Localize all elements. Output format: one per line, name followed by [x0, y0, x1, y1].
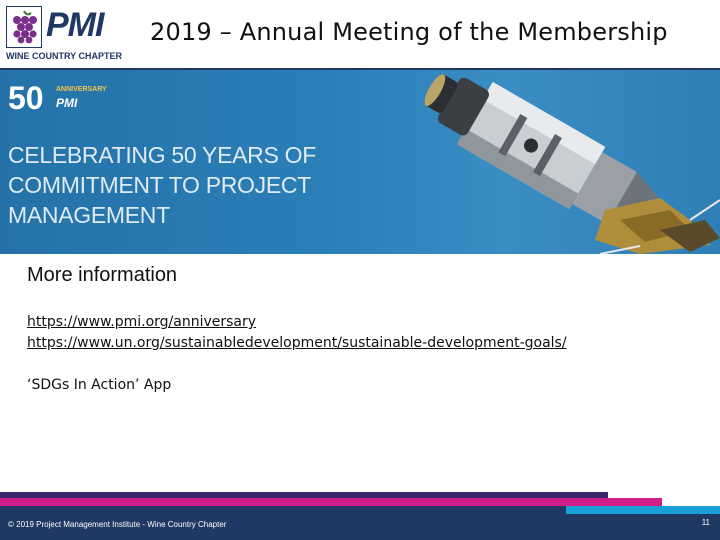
- anniversary-banner: [0, 70, 720, 254]
- banner-headline: [8, 140, 368, 230]
- slide-header: [0, 0, 720, 68]
- un-sdg-link[interactable]: https://www.un.org/sustainabledevelopment/sustainable-development-goals/: [27, 335, 567, 351]
- footer-stripe-cyan: [566, 506, 720, 514]
- pmi-anniversary-link[interactable]: https://www.pmi.org/anniversary: [27, 314, 257, 330]
- headline-line-1: CELEBRATING 50 YEARS OF: [8, 142, 316, 168]
- anniversary-badge: [8, 80, 107, 116]
- footer-stripe-pink: [0, 498, 662, 506]
- pmi-chapter-logo: [6, 6, 144, 64]
- grape-logo-icon: [6, 6, 42, 48]
- chapter-name: WINE COUNTRY CHAPTER: [6, 51, 123, 61]
- spacecraft-illustration: [390, 70, 720, 254]
- footer-copyright: © 2019 Project Management Institute - Wine Country Chapter: [8, 520, 227, 529]
- pmi-logo-text: PMI: [46, 6, 104, 44]
- badge-number: 50: [8, 80, 44, 116]
- sdgs-app-note: ‘SDGs In Action’ App: [27, 377, 172, 393]
- headline-line-3: MANAGEMENT: [8, 202, 170, 228]
- page-number: 11: [701, 518, 710, 527]
- badge-logo: PMI: [56, 96, 78, 110]
- more-information-heading: More information: [27, 264, 178, 286]
- headline-line-2: COMMITMENT TO PROJECT: [8, 172, 311, 198]
- badge-subtitle: ANNIVERSARY: [56, 86, 107, 93]
- page-title: 2019 – Annual Meeting of the Membership: [150, 18, 668, 46]
